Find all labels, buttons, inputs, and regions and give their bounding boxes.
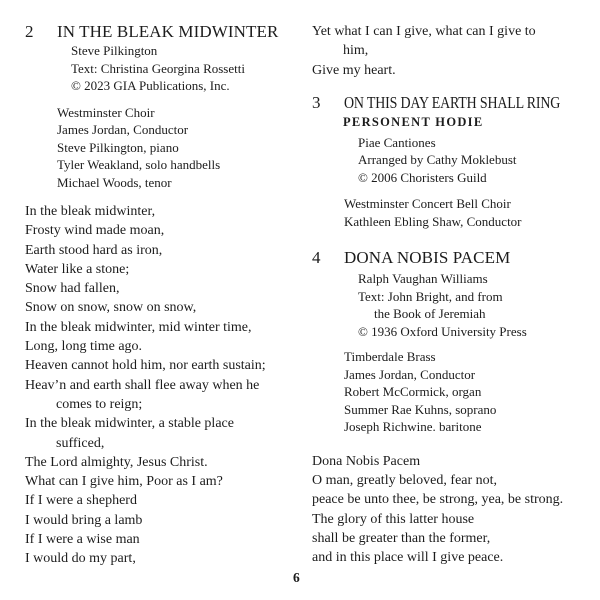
credit-line: © 1936 Oxford University Press [358,323,527,339]
lyric-line: Frosty wind made moan, [25,223,165,239]
track-4-credits [358,270,594,340]
performer-line: Tyler Weakland, solo handbells [57,157,221,172]
performer-line: Summer Rae Kuhns, soprano [344,401,497,417]
lyric-line: him, [343,43,369,59]
lyric-line: In the bleak midwinter, [25,204,156,219]
lyric-line: In the bleak midwinter, a stable place [25,416,234,432]
credit-line: Text: Christina Georgina Rossetti [71,60,245,76]
page-number: 6 [293,570,300,585]
lyric-line: The glory of this latter house [312,511,475,527]
lyric-line: shall be greater than the former, [312,531,491,547]
track-3-header [312,93,594,113]
track-4-header [312,248,594,268]
lyric-line: peace be unto thee, be strong, yea, be strong. [312,492,564,508]
track-number: 2 [25,22,34,41]
performer-line: Kathleen Ebling Shaw, Conductor [344,213,522,229]
track-4-lyrics [312,452,594,568]
performer-line: Joseph Richwine. baritone [344,419,482,435]
lyric-line: The Lord almighty, Jesus Christ. [25,454,208,470]
lyric-line: comes to reign; [56,396,143,412]
lyric-line: Snow had fallen, [25,281,120,297]
credit-line: © 2006 Choristers Guild [358,169,487,185]
track-title: DONA NOBIS PACEM [344,248,511,268]
lyric-line: I would bring a lamb [25,512,143,528]
track-2-credits [71,42,299,95]
performer-line: Robert McCormick, organ [344,384,482,400]
lyric-line: Earth stood hard as iron, [25,242,163,258]
track-2-performers [57,104,299,192]
track-title: ON THIS DAY EARTH SHALL RING [344,92,561,112]
track-subtitle: PERSONENT HODIE [343,114,484,129]
track-title: IN THE BLEAK MIDWINTER [57,22,279,41]
lyric-line: Heav’n and earth shall flee away when he [25,377,260,393]
lyric-line: Dona Nobis Pacem [312,453,421,469]
lyric-line: I would do my part, [25,551,136,567]
track-2-header [25,22,299,42]
lyric-line: If I were a shepherd [25,493,137,509]
lyric-line: Heaven cannot hold him, nor earth sustain; [25,358,266,374]
lyric-line: Long, long time ago. [25,339,143,355]
credit-line: Steve Pilkington [71,43,158,58]
performer-line: Westminster Concert Bell Choir [344,196,511,212]
track-number: 4 [312,248,321,268]
lyric-line: If I were a wise man [25,532,140,548]
lyric-line: sufficed, [56,435,105,451]
lyric-line: O man, greatly beloved, fear not, [312,473,498,489]
lyric-line: Give my heart. [312,62,396,78]
credit-line: Piae Cantiones [358,134,436,150]
credit-line: Text: John Bright, and from [358,288,503,304]
performer-line: James Jordan, Conductor [344,366,476,382]
left-column [25,22,299,569]
track-3-performers [344,195,594,230]
performer-line: James Jordan, Conductor [57,122,189,137]
track-3-credits [358,134,594,187]
lyric-line: Water like a stone; [25,261,130,277]
credit-line: © 2023 GIA Publications, Inc. [71,78,230,93]
track-number: 3 [312,92,321,112]
lyric-line: What can I give him, Poor as I am? [25,474,223,490]
credit-line: Ralph Vaughan Williams [358,271,488,287]
performer-line: Michael Woods, tenor [57,174,172,190]
credit-line: Arranged by Cathy Moklebust [358,152,517,168]
credit-line: the Book of Jeremiah [374,306,486,322]
lyric-line: Snow on snow, snow on snow, [25,300,197,316]
lyric-line: and in this place will I give peace. [312,550,504,566]
performer-line: Timberdale Brass [344,349,436,365]
track-4-performers [344,348,594,436]
lyric-line: In the bleak midwinter, mid winter time, [25,319,252,335]
track-2-lyrics-continued [312,22,594,80]
performer-line: Steve Pilkington, piano [57,139,179,155]
track-2-lyrics [25,202,299,569]
lyric-line: Yet what I can I give, what can I give to [312,24,536,39]
performer-line: Westminster Choir [57,104,155,120]
right-column [312,22,594,568]
